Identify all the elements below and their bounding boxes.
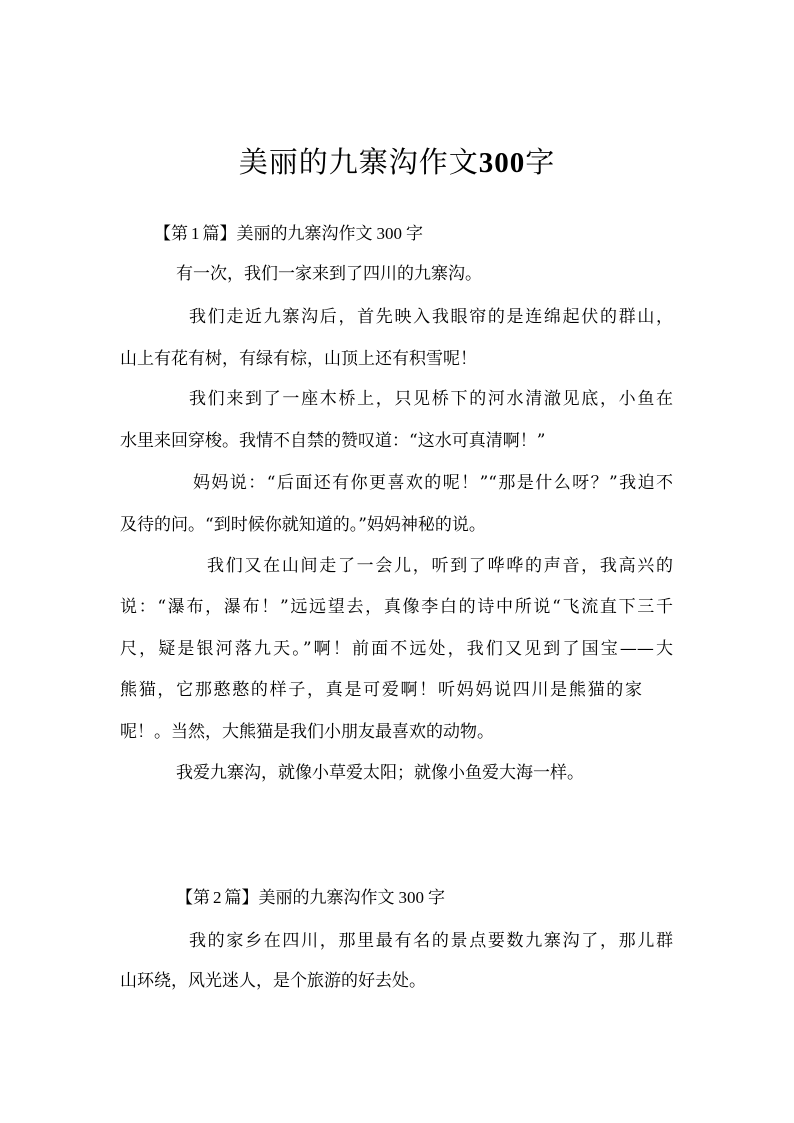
- article-2-heading: [176, 885, 445, 911]
- heading-number: 2: [213, 888, 222, 907]
- article-1-line: 及待的问。“到时候你就知道的。”妈妈神秘的说。: [120, 515, 486, 535]
- article-1-line: 有一次，我们一家来到了四川的九寨沟。: [176, 264, 482, 284]
- article-1-line: 我们又在山间走了一会儿，听到了哗哗的声音，我高兴的: [207, 556, 673, 576]
- article-1-line: 山上有花有树，有绿有棕，山顶上还有积雪呢！: [120, 349, 477, 369]
- article-1-heading: [154, 221, 423, 247]
- title-number: 300: [478, 147, 526, 179]
- article-1-line: 妈妈说：“后面还有你更喜欢的呢！”“那是什么呀？”我迫不: [193, 473, 673, 493]
- heading-suffix: 字: [428, 888, 445, 908]
- article-1-line: 尺，疑是银河落九天。”啊！前面不远处，我们又见到了国宝——大: [120, 639, 673, 659]
- title-text: 美丽的九寨沟作文: [238, 145, 479, 179]
- article-1-line: 熊猫，它那憨憨的样子，真是可爱啊！听妈妈说四川是熊猫的家: [120, 680, 642, 700]
- heading-count: 300: [398, 888, 424, 907]
- heading-number: 1: [191, 224, 200, 243]
- heading-count: 300: [376, 224, 402, 243]
- heading-open: 【第: [176, 888, 210, 908]
- article-1-line: 说：“瀑布，瀑布！”远远望去，真像李白的诗中所说“飞流直下三千: [120, 597, 673, 617]
- article-2-line: 我的家乡在四川，那里最有名的景点要数九寨沟了，那儿群: [189, 931, 673, 951]
- article-2-line: 山环绕，风光迷人，是个旅游的好去处。: [120, 971, 426, 991]
- heading-title: 篇】美丽的九寨沟作文: [224, 888, 395, 908]
- article-1-line: 水里来回穿梭。我情不自禁的赞叹道：“这水可真清啊！”: [120, 431, 546, 451]
- heading-suffix: 字: [406, 224, 423, 244]
- article-1-line: 我们走近九寨沟后，首先映入我眼帘的是连绵起伏的群山，: [189, 307, 673, 327]
- heading-title: 篇】美丽的九寨沟作文: [202, 224, 373, 244]
- article-1-line: 呢！。当然，大熊猫是我们小朋友最喜欢的动物。: [120, 722, 494, 742]
- title-suffix: 字: [525, 145, 556, 179]
- document-title: [0, 140, 794, 185]
- heading-open: 【第: [154, 224, 188, 244]
- article-1-line: 我们来到了一座木桥上，只见桥下的河水清澈见底，小鱼在: [189, 389, 673, 409]
- article-1-line: 我爱九寨沟，就像小草爱太阳；就像小鱼爱大海一样。: [176, 763, 584, 783]
